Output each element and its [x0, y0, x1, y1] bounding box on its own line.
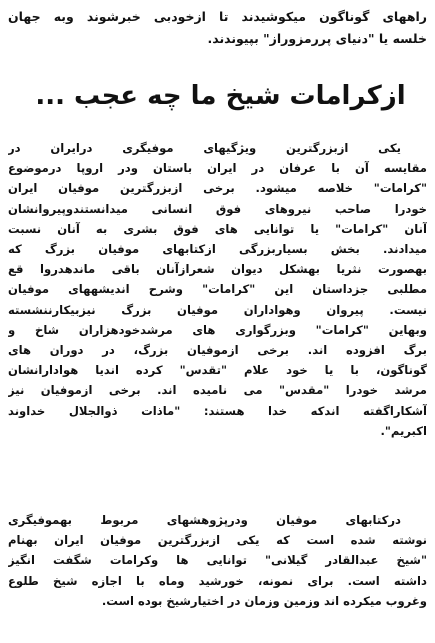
text-line: داشته است. برای نمونه، خورشید وماه با اجازه شیخ طلوع: [8, 573, 427, 588]
paragraph-karamat: [8, 138, 427, 441]
text-line: مطلبی جزداستان این "کرامات" وشرح اندیشههای موفیان: [8, 282, 427, 297]
text-line: اکبریم".: [380, 423, 427, 438]
section-heading: ازکرامات شیخ ما چه عجب ...: [35, 81, 406, 111]
text-line: آنان "کرامات" یا توانایی های فوق بشری به آنان نسبت: [8, 221, 427, 236]
text-line: گوناگون، با یا خود علام "تقدس" کرده اندیا هوادارانشان: [8, 363, 427, 378]
text-line: "شیخ عبدالقادر گیلانی" توانایی ها وکرامات شگفت انگیز: [8, 553, 427, 568]
text-line: برگ افزوده اند. برخی ازموفیان بزرگ، در دوران های: [8, 343, 427, 358]
text-line: بهصورت نثریا بهشکل دیوان شعرازآنان باقی ماندهدروا قع: [8, 262, 427, 277]
text-line: "کرامات" خلاصه میشود. برخی ازبزرگترین موفیان ایران: [8, 181, 427, 196]
text-line: درکتابهای موفیان ودرپژوهشهای مربوط بهموفیگری: [8, 513, 401, 527]
text-line: وغروب میکرده اند وزمین وزمان در اختیارشیخ بوده است.: [101, 593, 427, 608]
text-line: نیست. پیروان وهواداران موفیان بزرگ نیزبیکارننشسته: [8, 302, 427, 317]
text-line: نوشته شده است که یکی ازبزرگترین موفیان ایران بهنام: [8, 533, 427, 548]
text-line: خودرا صاحب نیروهای فوق انسانی میدانستندوپیروانشان: [8, 201, 427, 216]
text-line: راههای گوناگون میکوشیدند تا ازخودبی خبرشوند وبه جهان: [8, 9, 427, 24]
text-line: وبهاین "کرامات" وبزرگواری های مرشدخودهزاران شاخ و: [8, 322, 427, 337]
paragraph-gilani: [8, 510, 427, 611]
text-line: میدادند. بخش بسیاربزرگی ازکتابهای موفیان بزرگ که: [8, 242, 427, 257]
intro-paragraph: [8, 6, 427, 50]
text-line: یکی ازبزرگترین ویژگیهای موفیگری درایران در: [8, 141, 401, 155]
text-line: آشکاراگفته اندکه خدا هستند: "ماذات ذوالجلال خداوند: [8, 403, 427, 418]
text-line: خلسه یا "دنیای پررمزوراز" بپیوندند.: [207, 31, 427, 46]
text-line: مقایسه آن با عرفان در ایران باستان ودر اروپا درموضوع: [8, 161, 427, 176]
text-line: مرشد خودرا "مقدس" می نامیده اند. برخی ازموفیان نیز: [8, 383, 427, 398]
